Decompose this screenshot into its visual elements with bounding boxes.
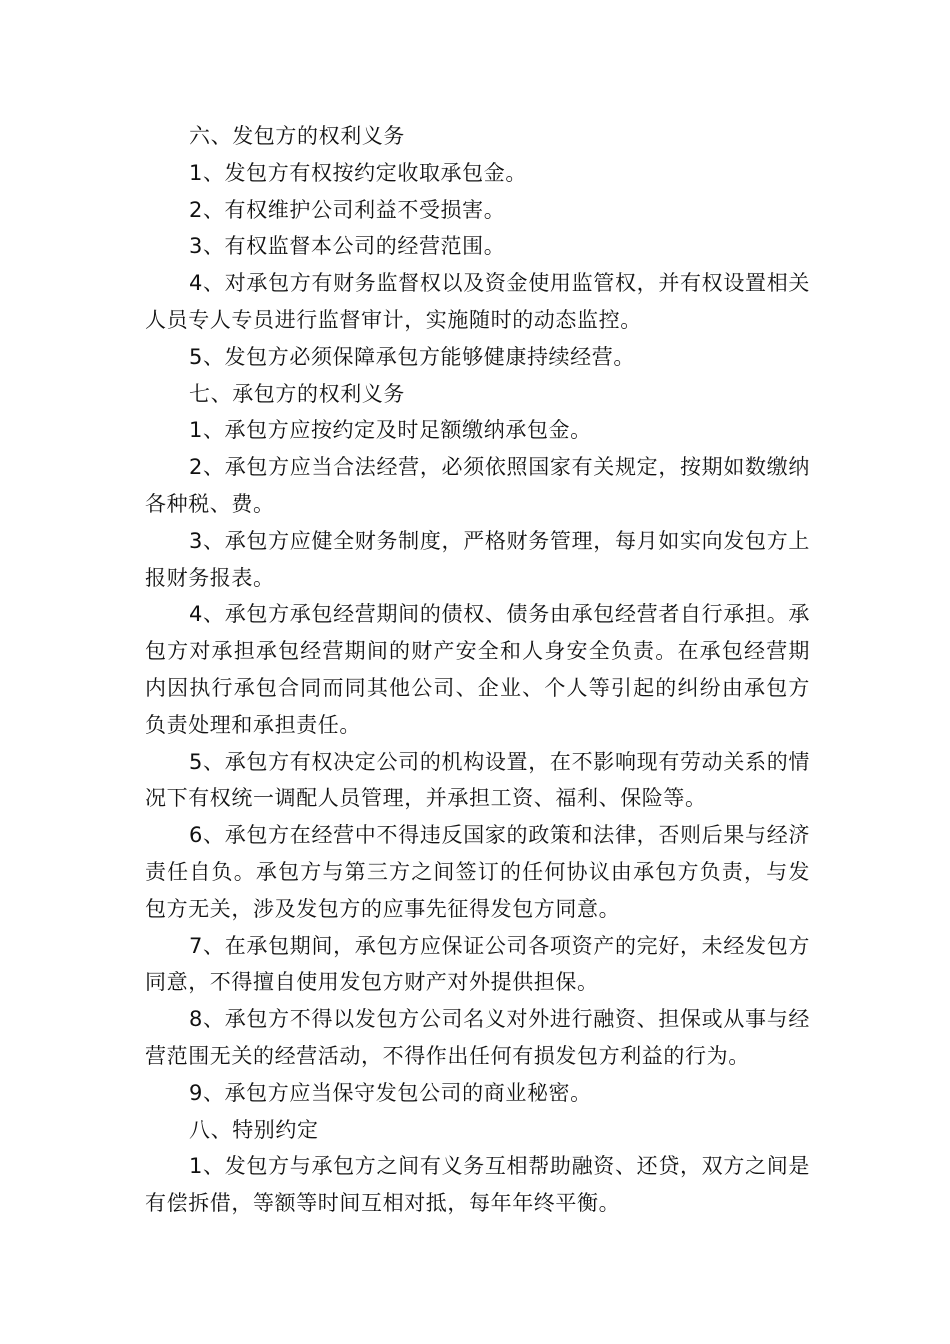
paragraph-7-2: 2、承包方应当合法经营，必须依照国家有关规定，按期如数缴纳各种税、费。 <box>145 455 810 516</box>
paragraph-8-1: 1、发包方与承包方之间有义务互相帮助融资、还贷，双方之间是有偿拆借，等额等时间互相对抵，每年年终平衡。 <box>145 1154 810 1216</box>
paragraph-7-1: 1、承包方应按约定及时足额缴纳承包金。 <box>189 418 592 443</box>
document-body <box>145 118 810 1222</box>
paragraph-6-3: 3、有权监督本公司的经营范围。 <box>189 234 506 259</box>
paragraph-7-7: 7、在承包期间，承包方应保证公司各项资产的完好，未经发包方同意，不得擅自使用发包方财产对外提供担保。 <box>145 933 810 995</box>
paragraph-6-4: 4、对承包方有财务监督权以及资金使用监管权，并有权设置相关人员专人专员进行监督审计，实施随时的动态监控。 <box>145 271 810 332</box>
section-heading-8: 八、特别约定 <box>189 1117 319 1142</box>
paragraph-7-6: 6、承包方在经营中不得违反国家的政策和法律，否则后果与经济责任自负。承包方与第三方之间签订的任何协议由承包方负责，与发包方无关，涉及发包方的应事先征得发包方同意。 <box>145 823 810 921</box>
paragraph-6-5: 5、发包方必须保障承包方能够健康持续经营。 <box>189 344 635 369</box>
paragraph-7-4: 4、承包方承包经营期间的债权、债务由承包经营者自行承担。承包方对承担承包经营期间的财产安全和人身安全负责。在承包经营期内因执行承包合同而同其他公司、企业、个人等引起的纠纷由承包方负责处理和承担责任。 <box>145 602 810 737</box>
paragraph-7-3: 3、承包方应健全财务制度，严格财务管理，每月如实向发包方上报财务报表。 <box>145 528 810 590</box>
paragraph-7-9: 9、承包方应当保守发包公司的商业秘密。 <box>189 1080 592 1105</box>
section-heading-6: 六、发包方的权利义务 <box>189 124 405 148</box>
paragraph-7-8: 8、承包方不得以发包方公司名义对外进行融资、担保或从事与经营范围无关的经营活动，不得作出任何有损发包方利益的行为。 <box>145 1007 810 1068</box>
paragraph-6-1: 1、发包方有权按约定收取承包金。 <box>189 160 527 185</box>
section-heading-7: 七、承包方的权利义务 <box>189 381 405 406</box>
paragraph-7-5: 5、承包方有权决定公司的机构设置，在不影响现有劳动关系的情况下有权统一调配人员管理，并承担工资、福利、保险等。 <box>145 749 810 811</box>
paragraph-6-2: 2、有权维护公司利益不受损害。 <box>189 197 506 222</box>
